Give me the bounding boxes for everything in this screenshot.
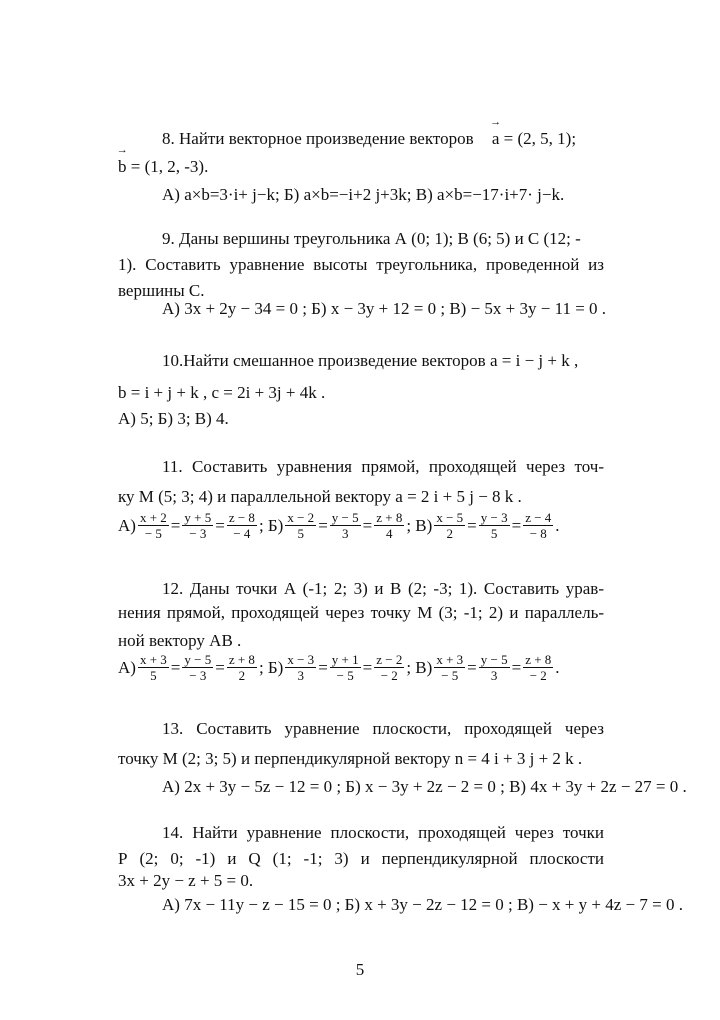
problem-11-line-1: 11. Составить уравнения прямой, проходящей через точ- (162, 457, 604, 476)
fraction: $\frac{y - 3}{5}$ (480, 510, 508, 541)
option-a-label: А) (118, 515, 136, 535)
option-a-label: А) (118, 657, 136, 677)
problem-8-answers: А) a×b=3·i+ j−k; Б) a×b=−i+2 j+3k; В) a×b=−17·i+7· j−k. (162, 185, 565, 204)
fraction: $\frac{z + 8}{2}$ (228, 652, 255, 683)
problem-8-text: 8. Найти векторное произведение векторов (162, 129, 474, 148)
problem-10-line-2: b = i + j + k , c = 2i + 3j + 4k . (118, 383, 326, 402)
fraction: $\frac{x - 5}{2}$ (436, 510, 464, 541)
problem-13-answers: А) 2x + 3y − 5z − 12 = 0 ; Б) x − 3y + 2z − 2 = 0 ; В) 4x + 3y + 2z − 27 = 0 . (162, 777, 687, 796)
problem-14-answers: А) 7x − 11y − z − 15 = 0 ; Б) x + 3y − 2z − 12 = 0 ; В) − x + y + 4z − 7 = 0 . (162, 895, 683, 914)
problem-13-line-1: 13. Составить уравнение плоскости, проходящей через (162, 719, 604, 738)
fraction: $\frac{y + 1}{- 5}$ (331, 652, 359, 683)
problem-12-line-2: нения прямой, проходящей через точку М (3; -1; 2) и параллель- (118, 603, 604, 622)
problem-11-answers: А) $\frac{x + 2}{- 5}$ = $\frac{y + 5}{- 3}$ = $\frac{z - 8}{- 4}$ ; Б) $\frac{x - 2}{5}$ = $\frac{y - 5}{3}$ = $\frac{z + 8}{4}$ ; В) $\frac{x - 5}{2}$ = $\frac{y - 3}{5}$ = $\frac{z - 4}{- 8}$ . (118, 510, 560, 541)
problem-12-line-3: ной вектору AB . (118, 631, 242, 650)
vector-b: → b (118, 156, 127, 178)
fraction: $\frac{z - 2}{- 2}$ (376, 652, 403, 683)
problem-10-answers: А) 5; Б) 3; В) 4. (118, 409, 229, 428)
problem-13-line-2: точку М (2; 3; 5) и перпендикулярной вектору n = 4 i + 3 j + 2 k . (118, 749, 583, 768)
problem-11-line-2: ку М (5; 3; 4) и параллельной вектору a = 2 i + 5 j − 8 k . (118, 487, 522, 506)
problem-9-line-3: вершины С. (118, 281, 205, 300)
problem-9-answers: А) 3x + 2y − 34 = 0 ; Б) x − 3y + 12 = 0 ; В) − 5x + 3y − 11 = 0 . (162, 299, 607, 318)
fraction: $\frac{z - 8}{- 4}$ (228, 510, 255, 541)
fraction: $\frac{y - 5}{- 3}$ (184, 652, 212, 683)
problem-8-line-2 (118, 156, 604, 178)
vector-b-coords: = (1, 2, -3). (126, 157, 209, 176)
problem-12-line-1: 12. Даны точки А (-1; 2; 3) и В (2; -3; 1). Составить урав- (162, 579, 604, 598)
fraction: $\frac{y - 5}{3}$ (480, 652, 508, 683)
page-number: 5 (355, 960, 365, 979)
option-c-label: ; В) (406, 515, 433, 535)
fraction: $\frac{y - 5}{3}$ (331, 510, 359, 541)
vector-a: → a (492, 128, 500, 150)
fraction: $\frac{z + 8}{- 2}$ (525, 652, 552, 683)
fraction: $\frac{x + 3}{5}$ (139, 652, 167, 683)
problem-9-line-1: 9. Даны вершины треугольника А (0; 1); В (6; 5) и С (12; - (162, 229, 581, 248)
fraction: $\frac{y + 5}{- 3}$ (184, 510, 212, 541)
fraction: $\frac{z - 4}{- 8}$ (525, 510, 552, 541)
fraction: $\frac{x + 3}{- 5}$ (436, 652, 464, 683)
fraction: $\frac{x - 3}{3}$ (287, 652, 315, 683)
fraction: $\frac{z + 8}{4}$ (376, 510, 403, 541)
option-b-label: ; Б) (258, 515, 284, 535)
problem-8-line-1 (162, 128, 604, 150)
problem-12-answers: А) $\frac{x + 3}{5}$ = $\frac{y - 5}{- 3}$ = $\frac{z + 8}{2}$ ; Б) $\frac{x - 3}{3}$ = $\frac{y + 1}{- 5}$ = $\frac{z - 2}{- 2}$ ; В) $\frac{x + 3}{- 5}$ = $\frac{y - 5}{3}$ = $\frac{z + 8}{- 2}$ . (118, 652, 560, 683)
option-b-label: ; Б) (258, 657, 284, 677)
problem-14-line-3: 3x + 2y − z + 5 = 0. (118, 871, 254, 890)
fraction: $\frac{x + 2}{- 5}$ (139, 510, 167, 541)
problem-14-line-2: Р (2; 0; -1) и Q (1; -1; 3) и перпендикулярной плоскости (118, 849, 604, 868)
vector-a-coords: = (2, 5, 1); (499, 129, 577, 148)
fraction: $\frac{x - 2}{5}$ (287, 510, 315, 541)
problem-14-line-1: 14. Найти уравнение плоскости, проходящей через точки (162, 823, 604, 842)
problem-10-line-1: 10.Найти смешанное произведение векторов a = i − j + k , (162, 351, 579, 370)
problem-9-line-2: 1). Составить уравнение высоты треугольника, проведенной из (118, 255, 604, 274)
option-c-label: ; В) (406, 657, 433, 677)
